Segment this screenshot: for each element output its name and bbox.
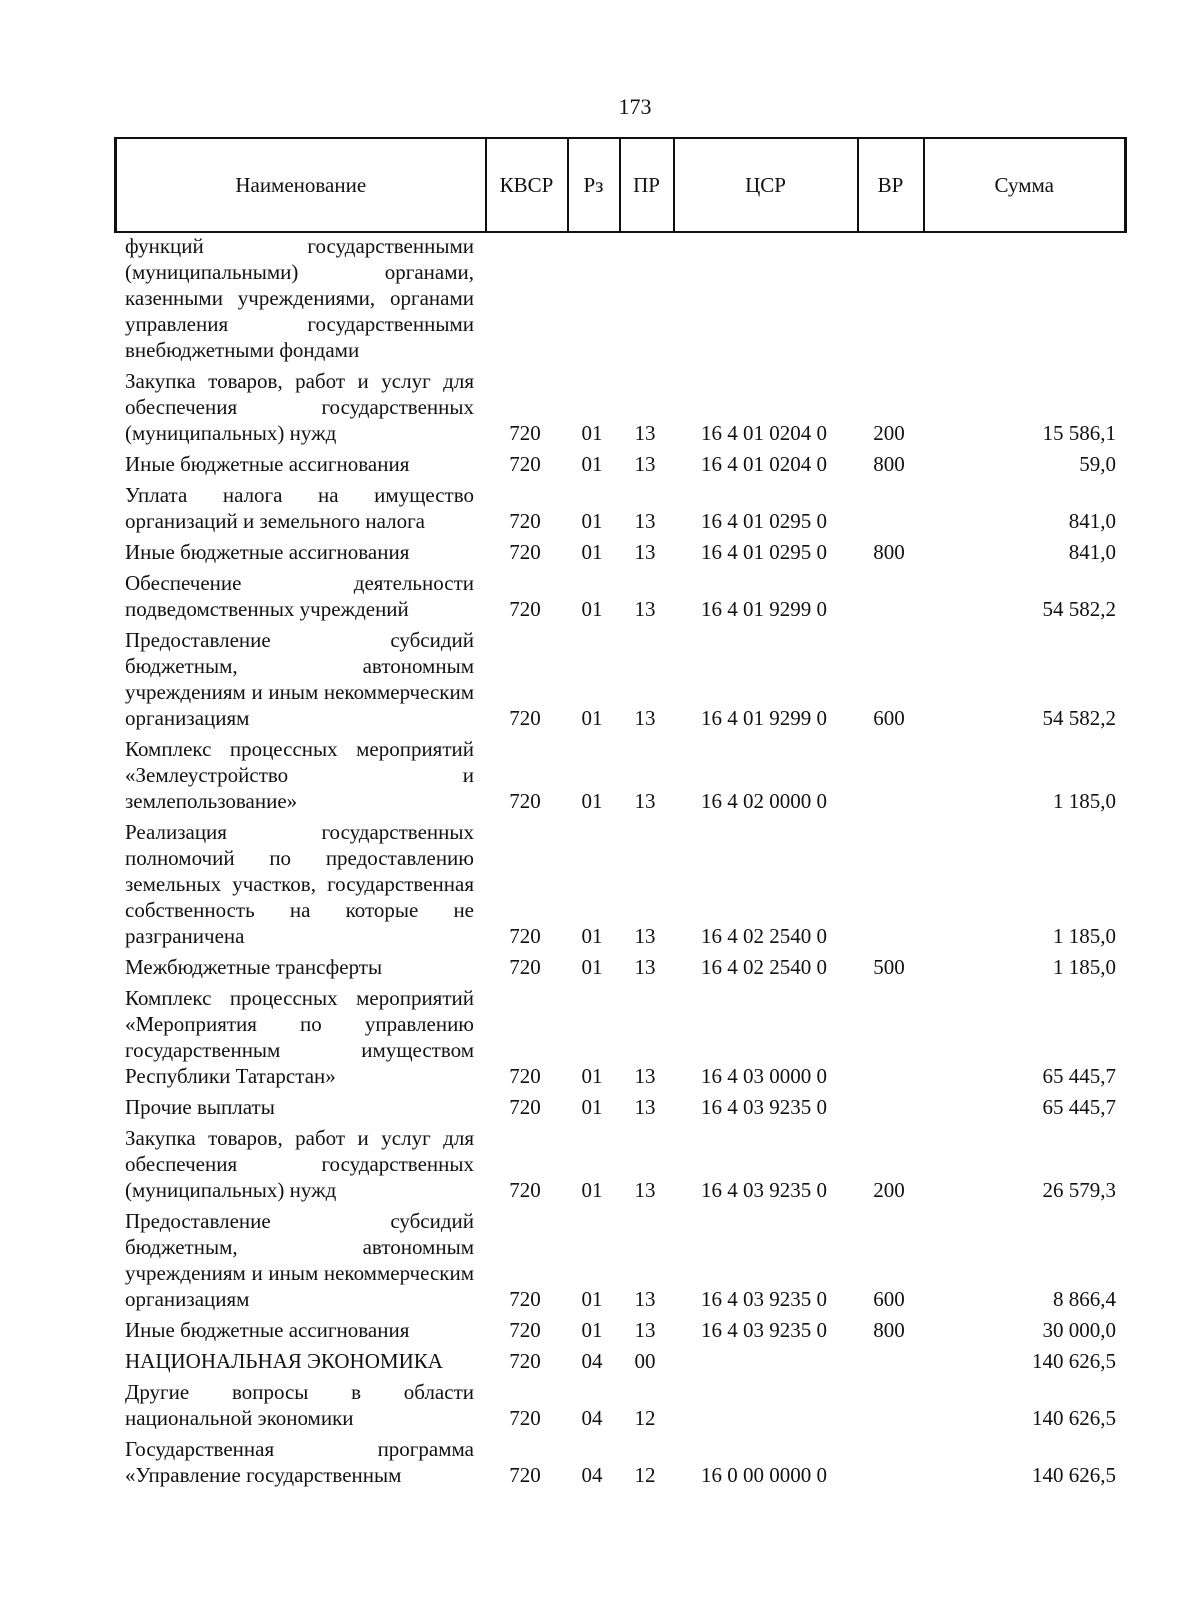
row-kvsr: 720 xyxy=(509,1349,541,1373)
row-kvsr: 720 xyxy=(509,1406,541,1430)
row-vr xyxy=(856,1348,922,1379)
table-row xyxy=(114,1094,1124,1125)
page-number: 173 xyxy=(618,94,652,119)
row-rz: 04 xyxy=(581,1463,603,1487)
row-pr: 13 xyxy=(634,924,656,948)
row-name: Другие вопросы в области национальной экономики xyxy=(125,1380,474,1430)
row-kvsr: 720 xyxy=(509,452,541,476)
row-rz: 01 xyxy=(581,1318,603,1342)
table-row xyxy=(114,1317,1124,1348)
row-rz: 01 xyxy=(581,421,603,445)
row-name: функций государственными (муниципальными) органами, казенными учреждениями, органами управления государственными внебюджетными фондами xyxy=(125,234,474,362)
row-vr xyxy=(856,985,922,1094)
row-sum: 30 000,0 xyxy=(1042,1318,1116,1342)
column-header-rz: Рз xyxy=(568,138,620,232)
row-name: Закупка товаров, работ и услуг для обеспечения государственных (муниципальных) нужд xyxy=(125,369,474,445)
row-csr: 16 4 01 9299 0 xyxy=(701,706,827,730)
row-sum: 54 582,2 xyxy=(1042,597,1116,621)
row-vr xyxy=(856,233,922,368)
row-kvsr: 720 xyxy=(509,421,541,445)
row-rz: 01 xyxy=(581,789,603,813)
row-kvsr: 720 xyxy=(509,540,541,564)
row-rz: 04 xyxy=(581,1406,603,1430)
row-pr xyxy=(618,233,672,368)
row-sum: 1 185,0 xyxy=(1053,955,1116,979)
row-rz: 01 xyxy=(581,509,603,533)
row-vr: 800 xyxy=(873,540,905,564)
table-header xyxy=(114,137,1127,233)
row-kvsr: 720 xyxy=(509,955,541,979)
row-csr: 16 4 03 9235 0 xyxy=(701,1287,827,1311)
table-row xyxy=(114,1348,1124,1379)
row-pr: 13 xyxy=(634,421,656,445)
row-sum xyxy=(922,233,1124,368)
row-rz: 01 xyxy=(581,1178,603,1202)
row-pr: 13 xyxy=(634,789,656,813)
table-row xyxy=(114,368,1124,451)
row-sum: 26 579,3 xyxy=(1042,1178,1116,1202)
row-kvsr xyxy=(484,233,566,368)
row-pr: 13 xyxy=(634,540,656,564)
row-rz: 01 xyxy=(581,597,603,621)
row-rz: 04 xyxy=(581,1349,603,1373)
row-vr xyxy=(856,736,922,819)
row-rz: 01 xyxy=(581,1287,603,1311)
table-row xyxy=(114,482,1124,539)
row-rz: 01 xyxy=(581,452,603,476)
row-pr: 13 xyxy=(634,597,656,621)
row-kvsr: 720 xyxy=(509,1463,541,1487)
row-rz: 01 xyxy=(581,924,603,948)
row-kvsr: 720 xyxy=(509,1095,541,1119)
column-header-pr: ПР xyxy=(620,138,674,232)
row-pr: 13 xyxy=(634,452,656,476)
table-row xyxy=(114,819,1124,954)
row-csr: 16 4 02 0000 0 xyxy=(701,789,827,813)
row-csr: 16 4 01 0295 0 xyxy=(701,509,827,533)
row-kvsr: 720 xyxy=(509,1178,541,1202)
table-row xyxy=(114,570,1124,627)
row-csr: 16 4 02 2540 0 xyxy=(701,924,827,948)
row-sum: 59,0 xyxy=(1079,452,1116,476)
row-csr: 16 4 01 0295 0 xyxy=(701,540,827,564)
row-sum: 841,0 xyxy=(1068,509,1116,533)
row-kvsr: 720 xyxy=(509,1064,541,1088)
table-row xyxy=(114,233,1124,368)
row-name: Комплекс процессных мероприятий «Мероприятия по управлению государственным имуществом Республики Татарстан» xyxy=(125,986,474,1088)
row-csr xyxy=(672,1348,856,1379)
row-pr: 12 xyxy=(634,1463,656,1487)
row-vr xyxy=(856,482,922,539)
row-name: Обеспечение деятельности подведомственных учреждений xyxy=(125,571,474,621)
budget-table xyxy=(114,233,1124,1493)
row-csr xyxy=(672,1379,856,1436)
row-pr: 13 xyxy=(634,1095,656,1119)
row-vr xyxy=(856,1436,922,1493)
table-row xyxy=(114,1208,1124,1317)
row-kvsr: 720 xyxy=(509,1318,541,1342)
row-kvsr: 720 xyxy=(509,1287,541,1311)
row-vr: 800 xyxy=(873,452,905,476)
row-pr: 00 xyxy=(634,1349,656,1373)
row-vr: 500 xyxy=(873,955,905,979)
row-sum: 140 626,5 xyxy=(1032,1349,1116,1373)
row-name: Реализация государственных полномочий по предоставлению земельных участков, государственная собственность на которые не разграничена xyxy=(125,820,474,948)
row-csr: 16 4 01 0204 0 xyxy=(701,452,827,476)
row-name: Межбюджетные трансферты xyxy=(125,955,383,979)
column-header-name: Наименование xyxy=(116,138,486,232)
row-sum: 65 445,7 xyxy=(1042,1064,1116,1088)
row-name: Иные бюджетные ассигнования xyxy=(125,452,410,476)
row-pr: 13 xyxy=(634,1318,656,1342)
table-row xyxy=(114,1125,1124,1208)
row-sum: 8 866,4 xyxy=(1053,1287,1116,1311)
row-name: Государственная программа «Управление государственным xyxy=(125,1437,474,1487)
column-header-csr: ЦСР xyxy=(674,138,858,232)
row-rz: 01 xyxy=(581,1095,603,1119)
row-vr: 600 xyxy=(873,706,905,730)
row-vr: 600 xyxy=(873,1287,905,1311)
row-pr: 13 xyxy=(634,706,656,730)
row-sum: 1 185,0 xyxy=(1053,924,1116,948)
row-csr: 16 4 01 0204 0 xyxy=(701,421,827,445)
row-sum: 140 626,5 xyxy=(1032,1406,1116,1430)
table-row xyxy=(114,1436,1124,1493)
row-sum: 140 626,5 xyxy=(1032,1463,1116,1487)
row-rz: 01 xyxy=(581,955,603,979)
row-sum: 65 445,7 xyxy=(1042,1095,1116,1119)
row-csr: 16 4 03 9235 0 xyxy=(701,1318,827,1342)
row-vr xyxy=(856,570,922,627)
column-header-sum: Сумма xyxy=(924,138,1126,232)
row-pr: 12 xyxy=(634,1406,656,1430)
row-kvsr: 720 xyxy=(509,597,541,621)
table-row xyxy=(114,954,1124,985)
row-pr: 13 xyxy=(634,509,656,533)
row-vr: 800 xyxy=(873,1318,905,1342)
row-pr: 13 xyxy=(634,1287,656,1311)
row-pr: 13 xyxy=(634,1178,656,1202)
table-row xyxy=(114,451,1124,482)
row-sum: 15 586,1 xyxy=(1042,421,1116,445)
row-sum: 1 185,0 xyxy=(1053,789,1116,813)
row-csr: 16 4 03 0000 0 xyxy=(701,1064,827,1088)
column-header-vr: ВР xyxy=(858,138,924,232)
row-kvsr: 720 xyxy=(509,789,541,813)
row-rz: 01 xyxy=(581,706,603,730)
column-header-kvsr: КВСР xyxy=(486,138,568,232)
row-rz: 01 xyxy=(581,1064,603,1088)
row-csr: 16 0 00 0000 0 xyxy=(701,1463,827,1487)
row-sum: 841,0 xyxy=(1068,540,1116,564)
row-pr: 13 xyxy=(634,955,656,979)
row-kvsr: 720 xyxy=(509,924,541,948)
table-row xyxy=(114,736,1124,819)
row-name: Иные бюджетные ассигнования xyxy=(125,1318,410,1342)
row-kvsr: 720 xyxy=(509,706,541,730)
table-row xyxy=(114,627,1124,736)
row-name: НАЦИОНАЛЬНАЯ ЭКОНОМИКА xyxy=(125,1349,443,1373)
row-rz xyxy=(566,233,618,368)
table-row xyxy=(114,985,1124,1094)
row-vr: 200 xyxy=(873,1178,905,1202)
row-csr: 16 4 01 9299 0 xyxy=(701,597,827,621)
table-row xyxy=(114,539,1124,570)
row-csr: 16 4 02 2540 0 xyxy=(701,955,827,979)
row-csr: 16 4 03 9235 0 xyxy=(701,1095,827,1119)
row-csr xyxy=(672,233,856,368)
row-name: Прочие выплаты xyxy=(125,1095,275,1119)
row-csr: 16 4 03 9235 0 xyxy=(701,1178,827,1202)
row-kvsr: 720 xyxy=(509,509,541,533)
row-pr: 13 xyxy=(634,1064,656,1088)
row-name: Предоставление субсидий бюджетным, автономным учреждениям и иным некоммерческим организациям xyxy=(125,1209,474,1311)
row-name: Закупка товаров, работ и услуг для обеспечения государственных (муниципальных) нужд xyxy=(125,1126,474,1202)
row-vr: 200 xyxy=(873,421,905,445)
row-name: Уплата налога на имущество организаций и земельного налога xyxy=(125,483,474,533)
row-vr xyxy=(856,819,922,954)
row-rz: 01 xyxy=(581,540,603,564)
table-row xyxy=(114,1379,1124,1436)
row-name: Предоставление субсидий бюджетным, автономным учреждениям и иным некоммерческим организациям xyxy=(125,628,474,730)
row-sum: 54 582,2 xyxy=(1042,706,1116,730)
row-name: Иные бюджетные ассигнования xyxy=(125,540,410,564)
row-vr xyxy=(856,1379,922,1436)
row-name: Комплекс процессных мероприятий «Землеустройство и землепользование» xyxy=(125,737,474,813)
row-vr xyxy=(856,1094,922,1125)
